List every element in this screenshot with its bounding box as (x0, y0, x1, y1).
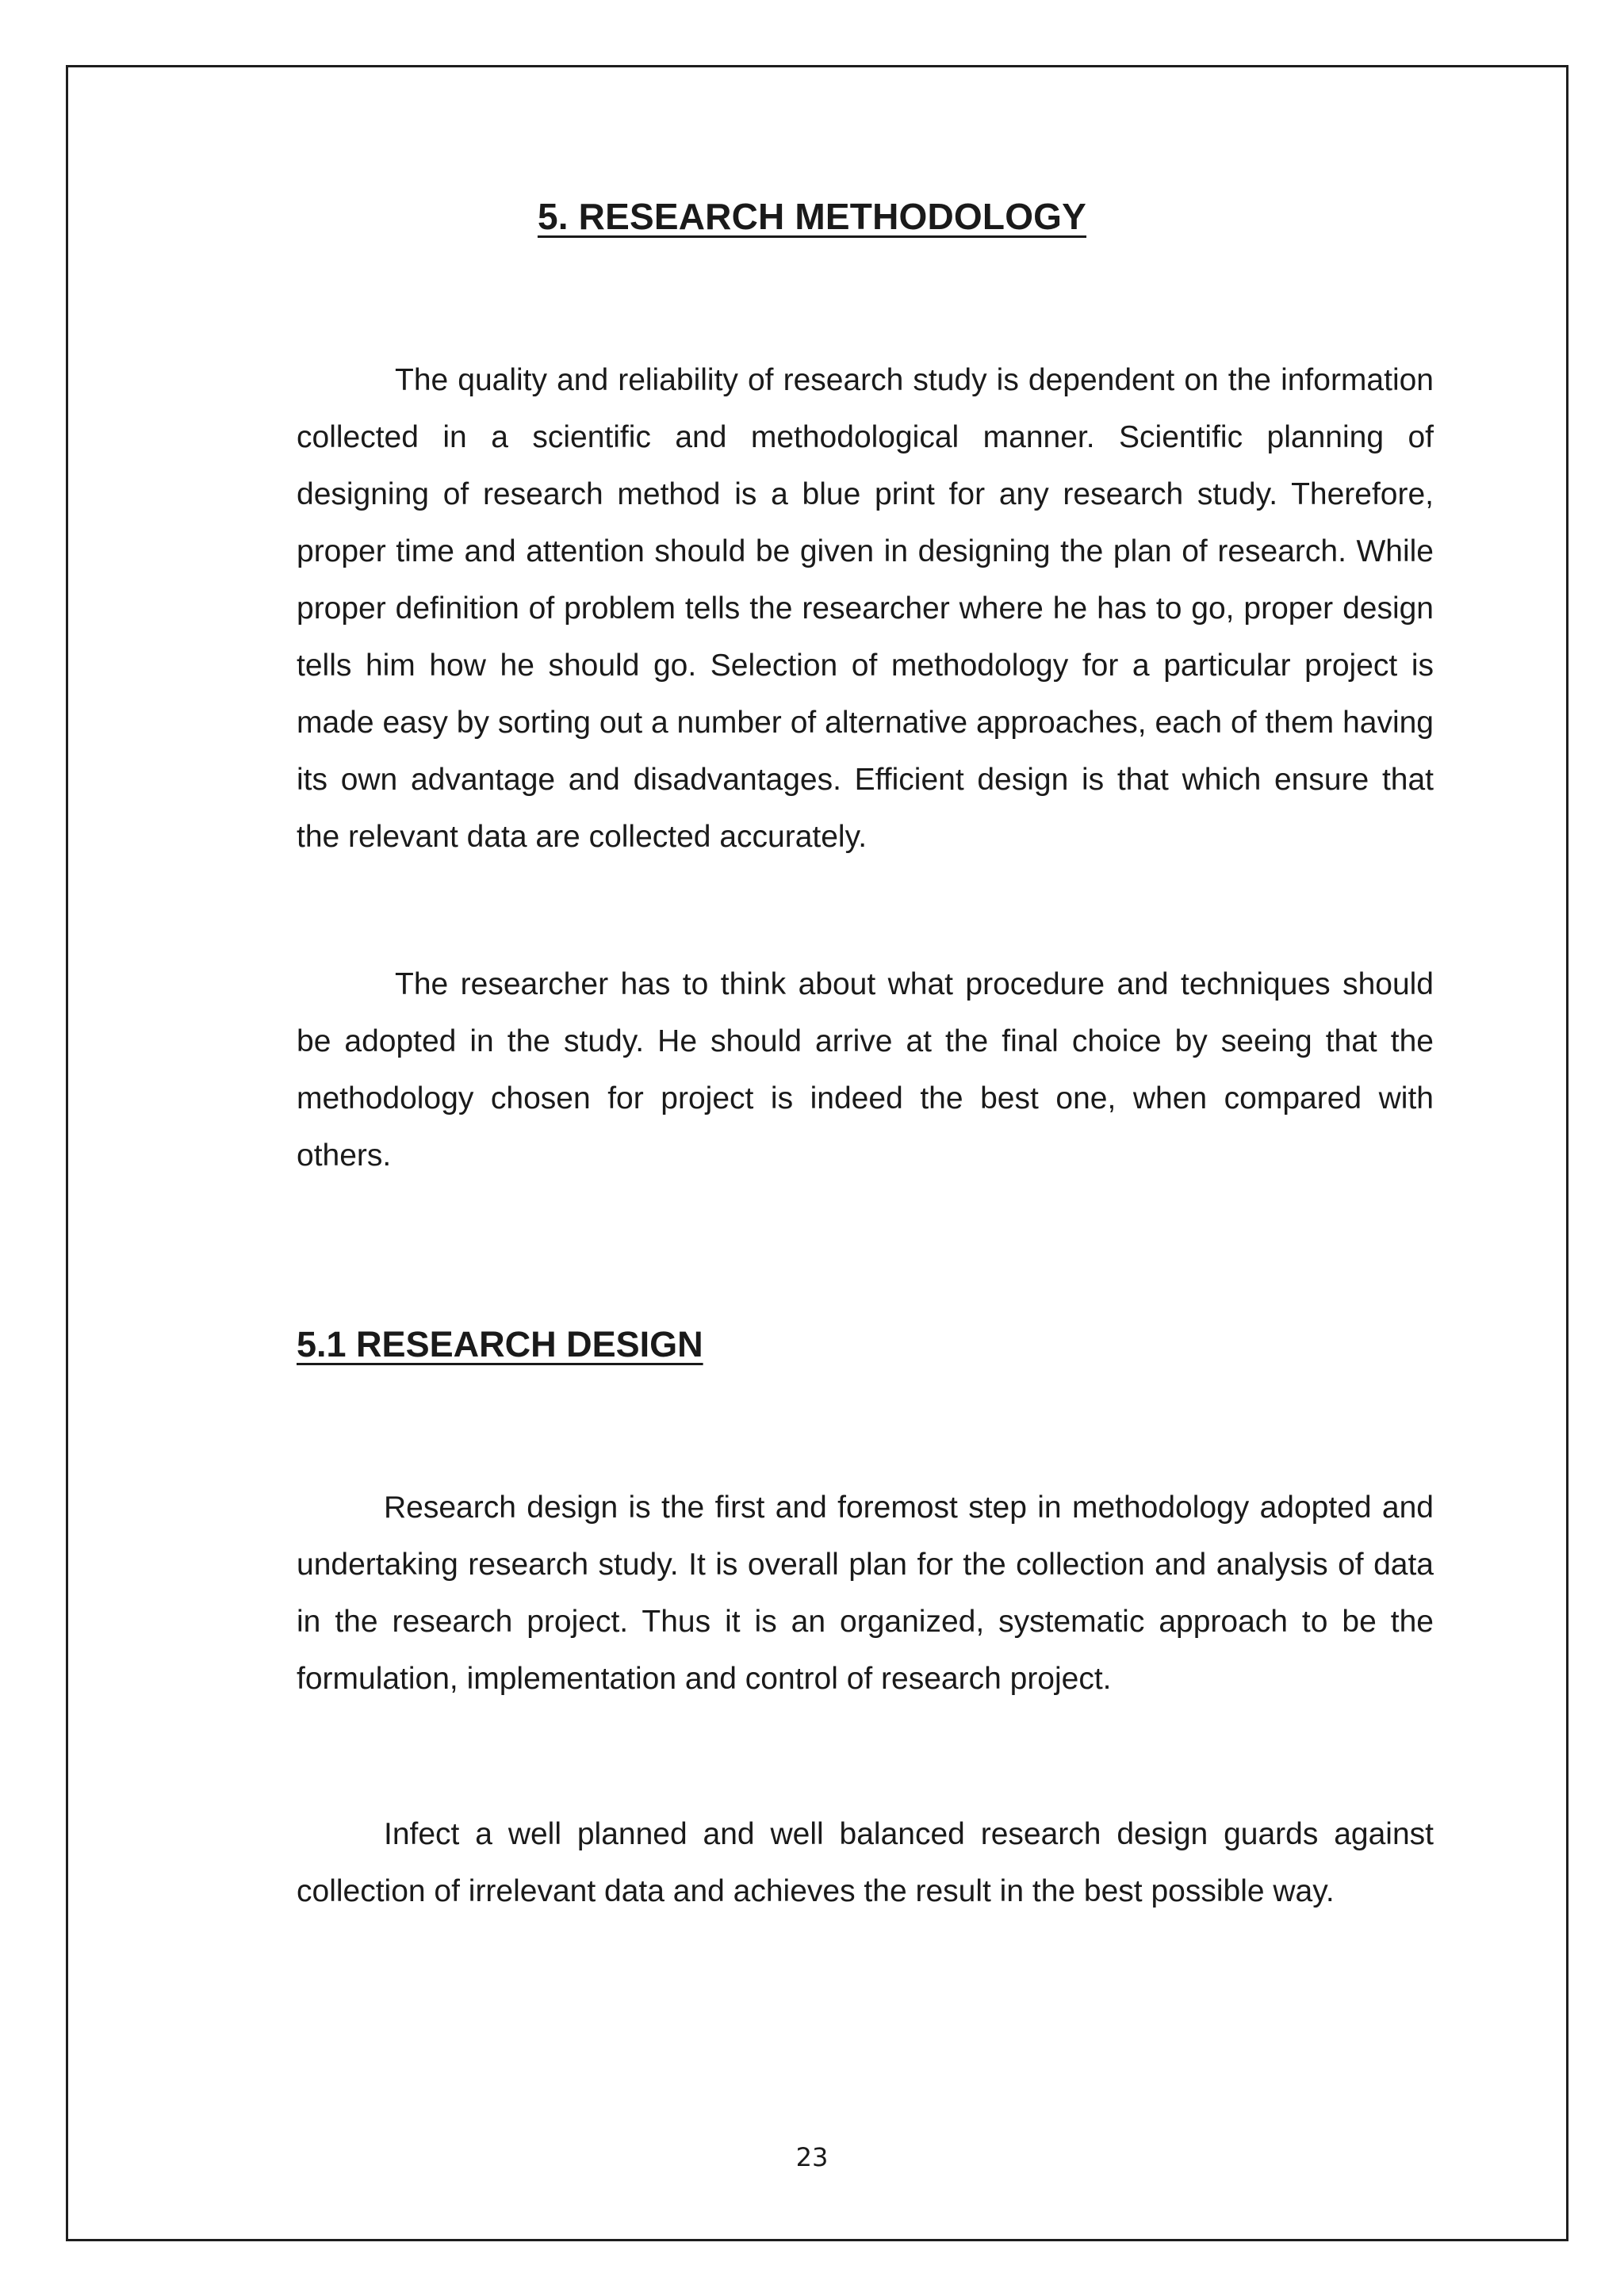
page-title: 5. RESEARCH METHODOLOGY (537, 196, 1087, 237)
paragraph-design-1: Research design is the first and foremost step in methodology adopted and undertaking research study. It is overall plan for the collection and analysis of data in the research project. Thus it is an organized, systematic approach to be the formulation, implementation and control of research project. (297, 1490, 1434, 1696)
paragraph-intro-2: The researcher has to think about what procedure and techniques should be adopted in the study. He should arrive at the final choice by seeing that the methodology chosen for project is indeed the best one, when compared with others. (297, 967, 1434, 1173)
paragraph-design-2: Infect a well planned and well balanced research design guards against collection of irrelevant data and achieves the result in the best possible way. (297, 1817, 1434, 1908)
section-heading: 5.1 RESEARCH DESIGN (297, 1324, 703, 1364)
page-number: 23 (795, 2142, 829, 2172)
paragraph-intro-1: The quality and reliability of research study is dependent on the information collected in a scientific and methodological manner. Scientific planning of designing of research method is a blue print for any research study. Therefore, proper time and attention should be given in designing the plan of research. While proper definition of problem tells the researcher where he has to go, proper design tells him how he should go. Selection of methodology for a particular project is made easy by sorting out a number of alternative approaches, each of them having its own advantage and disadvantages. Efficient design is that which ensure that the relevant data are collected accurately. (297, 363, 1434, 854)
